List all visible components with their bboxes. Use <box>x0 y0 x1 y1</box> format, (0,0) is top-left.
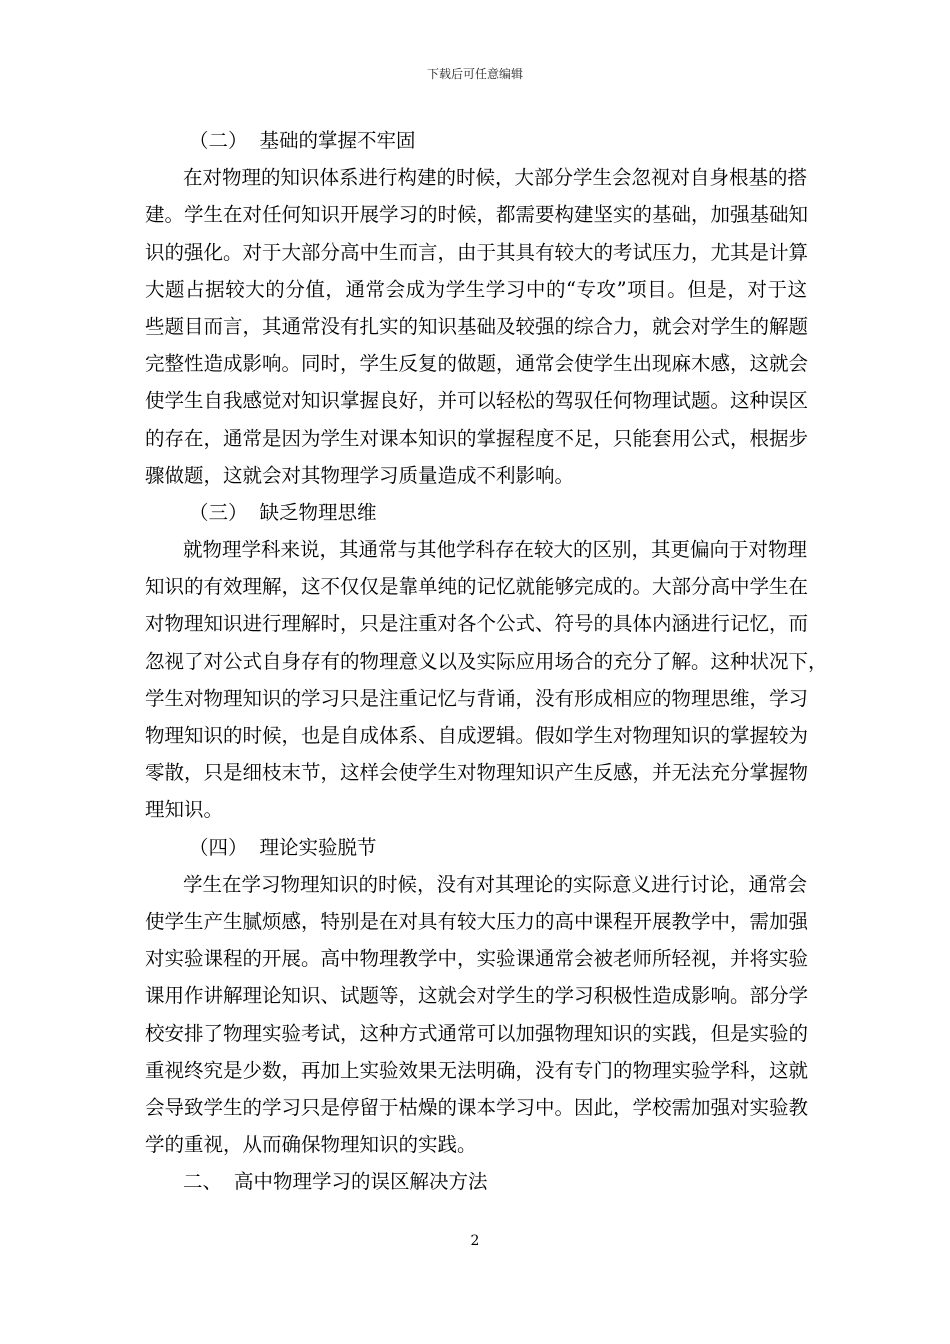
section-heading <box>145 494 807 531</box>
paragraph-line: 在对物理的知识体系进行构建的时候，大部分学生会忽视对自身根基的搭 <box>183 166 808 190</box>
section-heading-text: 缺乏物理思维 <box>259 500 377 524</box>
page-header: 下载后可任意编辑 <box>426 67 523 81</box>
paragraph-line: 骤做题，这就会对其物理学习质量造成不利影响。 <box>145 463 575 487</box>
paragraph-line: 会导致学生的学习只是停留于枯燥的课本学习中。因此，学校需加强对实验教 <box>145 1095 809 1119</box>
chapter-heading-number: 二、 <box>183 1170 223 1194</box>
paragraph-line: 学生在学习物理知识的时候，没有对其理论的实际意义进行讨论，通常会 <box>183 872 808 896</box>
paragraph-line: 对实验课程的开展。高中物理教学中，实验课通常会被老师所轻视，并将实验 <box>145 947 809 971</box>
paragraph-line: 识的强化。对于大部分高中生而言，由于其具有较大的考试压力，尤其是计算 <box>145 240 809 264</box>
document-body <box>145 122 828 1200</box>
paragraph-line: 零散，只是细枝末节，这样会使学生对物理知识产生反感，并无法充分掌握物 <box>145 761 809 785</box>
paragraph-line: 学的重视，从而确保物理知识的实践。 <box>145 1133 477 1157</box>
chapter-heading <box>145 1163 807 1200</box>
section-heading <box>145 829 807 866</box>
paragraph-line: 的存在，通常是因为学生对课本知识的掌握程度不足，只能套用公式，根据步 <box>145 426 809 450</box>
section-heading-number: （四） <box>189 835 248 859</box>
paragraph-line: 些题目而言，其通常没有扎实的知识基础及较强的综合力，就会对学生的解题 <box>145 314 809 338</box>
paragraph-line: 对物理知识进行理解时，只是注重对各个公式、符号的具体内涵进行记忆，而 <box>145 612 809 636</box>
paragraph-line: 使学生产生腻烦感，特别是在对具有较大压力的高中课程开展教学中，需加强 <box>145 909 809 933</box>
paragraph-line: 物理知识的时候，也是自成体系、自成逻辑。假如学生对物理知识的掌握较为 <box>145 724 809 747</box>
paragraph-line: 就物理学科来说，其通常与其他学科存在较大的区别，其更偏向于对物理 <box>183 538 808 562</box>
paragraph-line: 建。学生在对任何知识开展学习的时候，都需要构建坚实的基础，加强基础知 <box>145 203 809 227</box>
paragraph-line: 大题占据较大的分值，通常会成为学生学习中的“专攻”项目。但是，对于这 <box>145 277 807 301</box>
paragraph-line: 完整性造成影响。同时，学生反复的做题，通常会使学生出现麻木感，这就会 <box>145 352 809 376</box>
paragraph-line: 校安排了物理实验考试，这种方式通常可以加强物理知识的实践，但是实验的 <box>145 1021 809 1045</box>
section-heading-number: （三） <box>189 500 248 524</box>
paragraph-line: 学生对物理知识的学习只是注重记忆与背诵，没有形成相应的物理思维，学习 <box>145 686 809 710</box>
section-heading-number: （二） <box>189 129 248 152</box>
paragraph-line: 忽视了对公式自身存有的物理意义以及实际应用场合的充分了解。这种状况下， <box>145 649 828 673</box>
paragraph-line: 重视终究是少数，再加上实验效果无法明确，没有专门的物理实验学科，这就 <box>145 1058 809 1082</box>
page-number: 2 <box>470 1233 480 1249</box>
chapter-heading-text: 高中物理学习的误区解决方法 <box>234 1170 488 1194</box>
section-heading <box>145 122 807 159</box>
paragraph-line: 课用作讲解理论知识、试题等，这就会对学生的学习积极性造成影响。部分学 <box>145 984 809 1008</box>
section-heading-text: 理论实验脱节 <box>259 835 377 859</box>
paragraph-line: 知识的有效理解，这不仅仅是靠单纯的记忆就能够完成的。大部分高中学生在 <box>145 575 809 599</box>
paragraph-line: 理知识。 <box>145 798 224 822</box>
section-heading-text: 基础的掌握不牢固 <box>259 129 416 152</box>
paragraph-line: 使学生自我感觉对知识掌握良好，并可以轻松的驾驭任何物理试题。这种误区 <box>145 389 809 413</box>
